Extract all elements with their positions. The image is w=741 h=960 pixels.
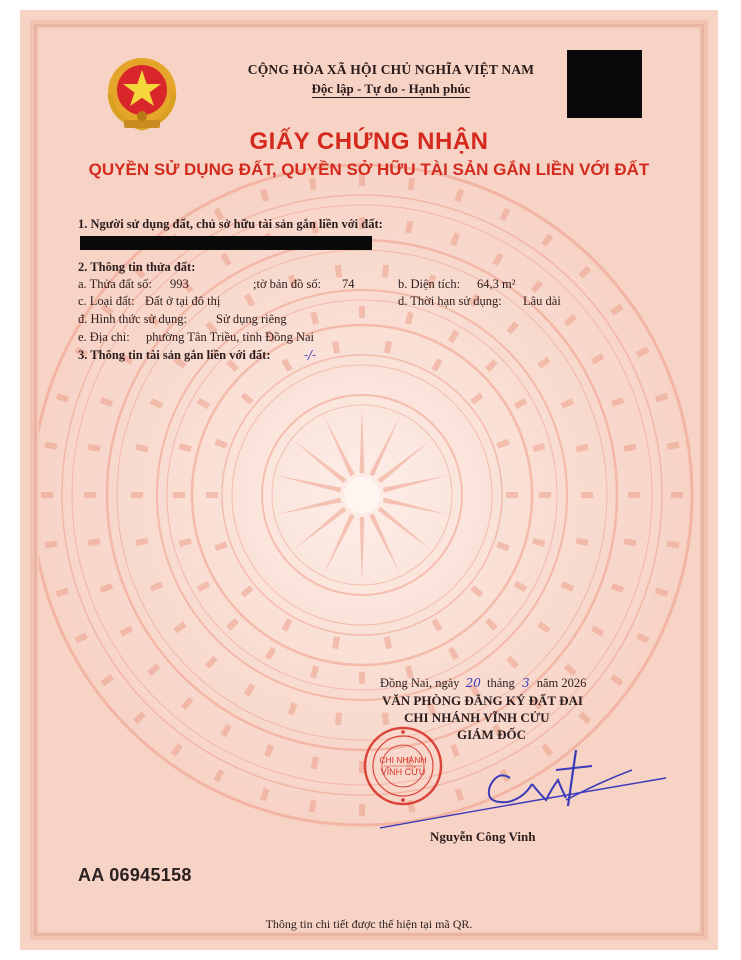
director-signature <box>370 740 670 830</box>
section2-heading: 2. Thông tin thửa đất: <box>78 260 196 274</box>
signing-place-date: Đồng Nai, ngày 20 tháng 3 năm 2026 <box>380 676 587 690</box>
parcel-number-label: a. Thửa đất số: <box>78 277 152 291</box>
parcel-number-value: 993 <box>170 277 189 291</box>
footer-note: Thông tin chi tiết được thể hiện tại mã QR. <box>265 917 473 931</box>
usage-form-value: Sử dụng riêng <box>216 312 287 326</box>
area-label: b. Diện tích: <box>398 277 461 291</box>
usage-form-label: đ. Hình thức sử dụng: <box>78 312 188 326</box>
signer-name: Nguyễn Công Vinh <box>430 829 536 844</box>
serial-number: AA 06945158 <box>78 865 192 885</box>
signing-month: 3 <box>521 676 530 690</box>
area-value: 64,3 m² <box>477 277 516 291</box>
land-type-label: c. Loại đất: <box>78 294 135 308</box>
redacted-owner-name <box>80 236 372 250</box>
section3-heading: 3. Thông tin tài sản gắn liền với đất: <box>78 348 271 362</box>
certificate-subtitle: QUYỀN SỬ DỤNG ĐẤT, QUYỀN SỞ HỮU TÀI SẢN GẮN LIỀN VỚI ĐẤT <box>88 160 650 179</box>
map-sheet-label: ;tờ bản đồ số: <box>253 277 322 291</box>
certificate-title: GIẤY CHỨNG NHẬN <box>249 128 489 155</box>
svg-text:CHI NHÁNH: CHI NHÁNH <box>379 755 427 765</box>
section3-value: -/- <box>304 348 317 362</box>
national-motto: Độc lập - Tự do - Hạnh phúc <box>311 81 471 96</box>
signer-position: GIÁM ĐỐC <box>457 727 526 742</box>
duration-value: Lâu dài <box>523 294 561 308</box>
national-emblem-icon <box>102 54 182 136</box>
office-branch: CHI NHÁNH VĨNH CỬU <box>404 710 550 725</box>
address-value: phường Tân Triều, tỉnh Đồng Nai <box>146 330 315 344</box>
redacted-qr-code <box>567 50 642 118</box>
certificate-sheet <box>20 10 718 950</box>
section1-heading: 1. Người sử dụng đất, chủ sở hữu tài sản gắn liền với đất: <box>78 217 383 231</box>
signing-day: 20 <box>465 676 481 690</box>
duration-label: d. Thời hạn sử dụng: <box>398 294 502 308</box>
svg-text:VĨNH CỬU: VĨNH CỬU <box>380 767 426 777</box>
office-name: VĂN PHÒNG ĐĂNG KÝ ĐẤT ĐAI <box>382 693 583 708</box>
address-label: e. Địa chỉ: <box>78 330 130 344</box>
country-name: CỘNG HÒA XÃ HỘI CHỦ NGHĨA VIỆT NAM <box>247 62 535 77</box>
map-sheet-value: 74 <box>342 277 355 291</box>
land-type-value: Đất ở tại đô thị <box>145 294 221 308</box>
